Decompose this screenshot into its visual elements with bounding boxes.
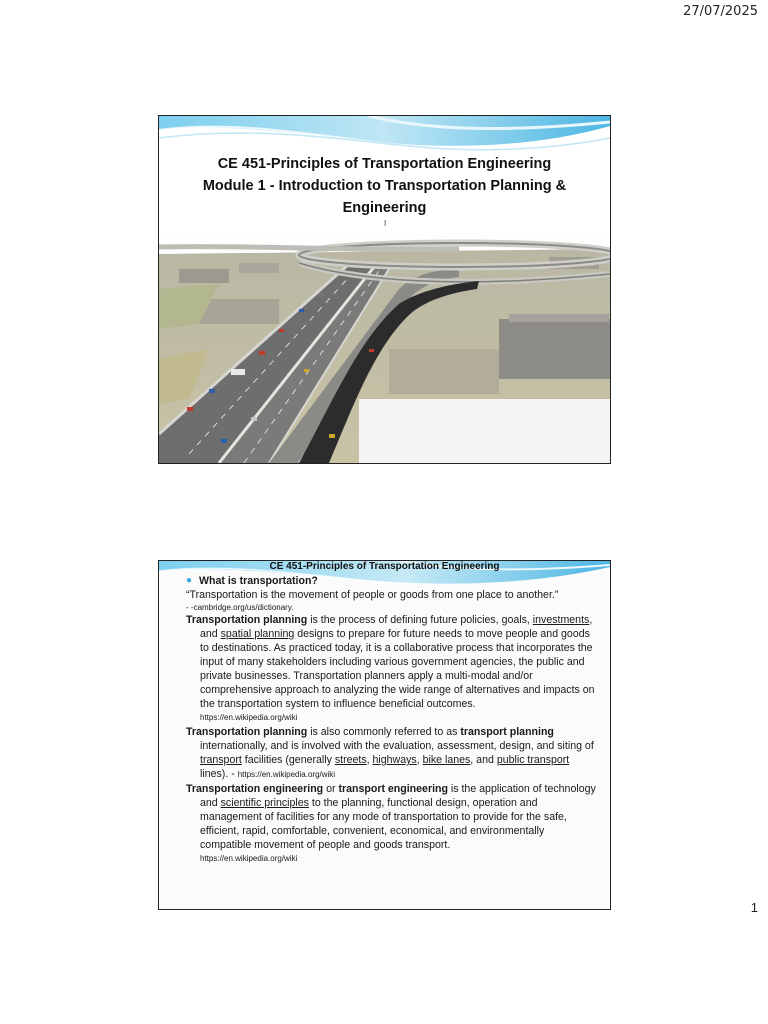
quote-source-text: -cambridge.org/us/dictionary.	[190, 603, 294, 612]
link-streets[interactable]: streets	[334, 754, 367, 766]
paragraph-engineering	[186, 782, 596, 852]
title-line-3: Engineering	[342, 200, 427, 216]
bullet-icon: ●	[186, 575, 193, 586]
link-highways[interactable]: highways	[372, 754, 417, 766]
text: is also commonly referred to as	[307, 726, 461, 738]
text: , and	[200, 614, 593, 640]
text: or	[323, 783, 339, 795]
slide-2-header: CE 451-Principles of Transportation Engineering	[269, 561, 500, 572]
slide-2	[158, 560, 611, 910]
link-public-transport[interactable]: public transport	[496, 754, 570, 766]
question-item	[186, 574, 596, 588]
slide-1	[158, 115, 611, 464]
slide-2-body	[186, 574, 596, 866]
print-date: 27/07/2025	[683, 4, 758, 19]
term-transportation-planning: Transportation planning	[186, 614, 308, 626]
source-url: https://en.wikipedia.org/wiki	[237, 770, 336, 779]
definition-quote: “Transportation is the movement of people or goods from one place to another.”	[186, 589, 559, 601]
link-spatial-planning[interactable]: spatial planning	[220, 628, 295, 640]
link-scientific-principles[interactable]: scientific principles	[220, 797, 309, 809]
text: , and	[470, 754, 497, 766]
quote-dash: -	[186, 603, 189, 612]
term-transportation-engineering: Transportation engineering	[186, 783, 324, 795]
text: designs to prepare for future needs to move people and goods to destinations. As practiced today, it is a collaborative process that incorporates the input of many stakeholders including various government agencies, the public and private businesses. Transportation planners apply a multi-modal and/or comprehensive approach to analyzing the wide range of alternatives and impacts on the transportation system to influence beneficial outcomes.	[200, 628, 595, 710]
text: facilities (generally	[241, 754, 335, 766]
source-url: https://en.wikipedia.org/wiki	[200, 854, 298, 863]
term-transport-engineering: transport engineering	[338, 783, 448, 795]
slide-1-title	[159, 153, 610, 219]
highway-interchange-photo	[159, 229, 610, 463]
source-url: https://en.wikipedia.org/wiki	[200, 713, 298, 722]
term-transport-planning: transport planning	[460, 726, 554, 738]
page-number: 1	[750, 900, 758, 915]
title-line-2: Module 1 - Introduction to Transportation Planning &	[202, 178, 567, 194]
quote-source	[186, 602, 596, 613]
text: is the process of defining future policies, goals,	[307, 614, 533, 626]
link-investments[interactable]: investments	[532, 614, 590, 626]
title-line-1: CE 451-Principles of Transportation Engineering	[217, 156, 552, 172]
text: is the application of technology and	[200, 783, 596, 809]
question-text: What is transportation?	[199, 575, 318, 587]
text: internationally, and is involved with the evaluation, assessment, design, and siting of	[200, 740, 594, 752]
text: ,	[416, 754, 423, 766]
link-transport[interactable]: transport	[200, 754, 242, 766]
text: lines). -	[200, 768, 238, 780]
paragraph-transport-planning	[186, 725, 596, 782]
link-bike-lanes[interactable]: bike lanes	[422, 754, 471, 766]
text: ,	[366, 754, 373, 766]
paragraph-planning	[186, 613, 596, 711]
small-mark: I	[384, 219, 387, 228]
term-transportation-planning: Transportation planning	[186, 726, 308, 738]
text: to the planning, functional design, operation and management of facilities for any mode of transportation to provide for the safe, efficient, rapid, comfortable, convenient, economical, and environmentally compatible movement of people and goods transport.	[200, 797, 567, 851]
